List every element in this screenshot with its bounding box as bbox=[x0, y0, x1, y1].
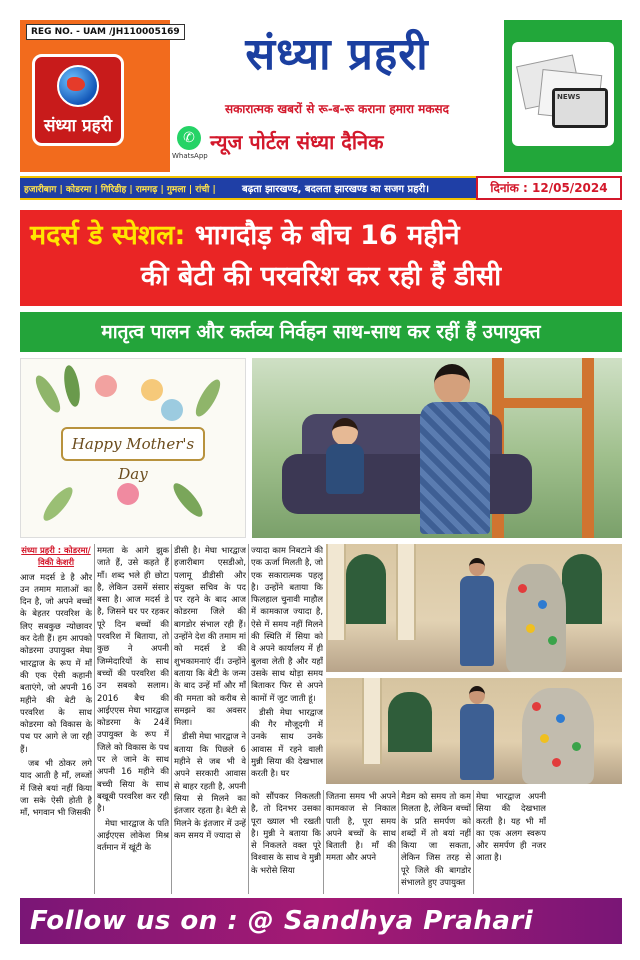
woman-body bbox=[420, 402, 490, 534]
motto: बढ़ता झारखण्ड, बदलता झारखण्ड का सजग प्रहरी। bbox=[242, 184, 429, 195]
article-paragraph: ममता के आगे झुक जाते हैं, उसे कहते हैं माँ। शब्द भले ही छोटा है, लेकिन उसमें संसार बसा है। आज मदर्स डे है, जिसने घर पर रहकर पूरे दिन बच्चों की परवरिश में बिताया, तो कुछ ने अपनी जिम्मेदारियों के साथ बच्चों की परवरिश की उन सबको सलाम। 2016 बैच की आईएएस मेघा भारद्वाज कोडरमा के 24वें उपायुक्त के रूप में जिले को विकास के पथ पर ले जाने के साथ अपनी 16 महीने की बच्ची सिया के साथ बखूबी परवरिश कर रही है। bbox=[97, 545, 169, 814]
headline-kicker: मदर्स डे स्पेशल: bbox=[30, 220, 186, 251]
leaf-shape bbox=[191, 376, 224, 419]
article-column-7: मैडम को समय तो कम मिलता है, लेकिन बच्चों के प्रति समर्पण को शब्दों में तो बयां नहीं किया जा सकता, लेकिन जिस तरह से पूरे जिले की बागडोर संभालते हुए उपायुक्त bbox=[401, 791, 471, 888]
arch-shape bbox=[346, 554, 386, 624]
photo-dc-with-daughter-on-swing bbox=[252, 358, 622, 538]
mothers-day-graphic bbox=[20, 358, 246, 538]
dot-shape bbox=[548, 636, 557, 645]
child-figure bbox=[322, 418, 368, 498]
photo-dc-with-daughter-decorated-tree bbox=[326, 678, 622, 784]
whatsapp-icon: ✆ bbox=[177, 126, 201, 150]
city-list: हजारीबाग | कोडरमा | गिरिडीह | रामगढ़ | गुमला | रांची | bbox=[24, 185, 216, 195]
dot-shape bbox=[532, 702, 541, 711]
mothers-day-text: Happy Mother's Day bbox=[61, 427, 205, 461]
column-divider bbox=[248, 544, 249, 894]
dot-shape bbox=[540, 734, 549, 743]
dot-shape bbox=[552, 758, 561, 767]
newspaper-illustration bbox=[512, 42, 614, 146]
article-paragraph: ज्यादा काम निबटाने की एक ऊर्जा मिलती है, जो एक सकारात्मक पहलू है। उन्होंने बताया कि फिलहाल चुनावी माहौल में कामकाज ज्यादा है, ऐसे में समय नहीं मिलने की स्थिति में सिया को वे अपने कार्यालय में ही बुलवा लेती है और यहाँ उसके साथ थोड़ा समय बिताकर फिर से अपने कामों में जुट जाती हूं। bbox=[251, 545, 323, 703]
swing-post bbox=[582, 358, 594, 538]
woman-body bbox=[460, 576, 494, 666]
article-paragraph: मेघा भारद्वाज के पति आईएएस लोकेश मिश्र वर्तमान में खूंटी के bbox=[97, 817, 169, 853]
tree-trunk bbox=[506, 564, 566, 672]
logo bbox=[32, 54, 124, 146]
leaf-shape bbox=[39, 483, 77, 524]
sub-headline: मातृत्व पालन और कर्तव्य निर्वहन साथ-साथ कर रहीं हैं उपायुक्त bbox=[20, 312, 622, 352]
article-column-5: को सौंपकर निकलती है, तो दिनभर उसका पूरा ख्याल भी रखती है। मुन्नी ने बताया कि से निकलते वक्त पूरे विश्वास के साथ वे मुन्नी के भरोसे सिया bbox=[251, 791, 321, 875]
pillar-shape bbox=[396, 544, 416, 640]
article-paragraph: जब भी ठोकर लगे याद आती है माँ, लब्जों में जिसे बयां नहीं किया जा सके ऐसी होती है माँ, भगवान भी जिसकी bbox=[20, 758, 92, 818]
newspaper-title: संध्या प्रहरी bbox=[245, 29, 429, 80]
article-paragraph: डीसी है। मेघा भारद्वाज हजारीबाग एसडीओ, पलामू डीडीसी और संयुक्त सचिव के पद पर रहने के बाद आज कोडरमा जिले की बागडोर संभाल रही हैं। उन्होंने देश की तमाम मां को मदर्स डे की शुभकामनाएं दीं। उन्होंने बताया कि बेटी के जन्म के बाद उन्हें माँ और माँ की ममता को करीब से समझने का अवसर मिला। bbox=[174, 545, 246, 728]
masthead bbox=[20, 20, 622, 172]
article-paragraph: डीसी मेघा भारद्वाज की गैर मौजूदगी में उनके साथ उनके आवास में रहने वाली मुन्नी सिया की देखभाल करती है। घर bbox=[251, 706, 323, 779]
whatsapp-badge bbox=[172, 126, 206, 166]
flower-shape bbox=[141, 379, 163, 401]
social-footer-banner: Follow us on : @ Sandhya Prahari bbox=[20, 898, 622, 944]
woman-figure bbox=[460, 558, 494, 666]
arch-shape bbox=[562, 554, 602, 624]
article-column-6: जितना समय भी अपने कामकाज से निकाल पाती है, पूरा समय अपने बच्चों के साथ बिताती है। माँ की ममता और अपने bbox=[326, 791, 396, 863]
tablet-screen-label: NEWS bbox=[555, 91, 605, 125]
pillar-shape bbox=[326, 544, 346, 640]
article-column-1 bbox=[20, 544, 92, 892]
woman-head bbox=[434, 364, 470, 404]
flower-shape bbox=[161, 399, 183, 421]
info-strip bbox=[20, 176, 622, 200]
date-box: दिनांक : 12/05/2024 bbox=[476, 176, 622, 200]
child-body bbox=[326, 444, 364, 494]
whatsapp-label: WhatsApp bbox=[172, 152, 208, 160]
article-paragraph: आज मदर्स डे है और उन तमाम माताओं का दिन है, जो अपने बच्चों के बेहतर परवरिश के लिए सबकुछ न्योछावर कर देती हैं। हम आपको कोडरमा उपायुक्त मेघा भारद्वाज के रूप में माँ की एक ऐसी कहानी बताएंगे, जो अपनी 16 महीने की बेटी के परवरिश के साथ कोडरमा को विकास के पथ पर आगे ले जा रही हैं। bbox=[20, 571, 92, 754]
dot-shape bbox=[556, 714, 565, 723]
article-column-2 bbox=[97, 544, 169, 892]
portal-label: न्यूज पोर्टल संध्या दैनिक bbox=[210, 130, 384, 154]
column-divider bbox=[398, 790, 399, 894]
byline: संध्या प्रहरी : कोडरमा/विकी केशरी bbox=[21, 545, 91, 568]
swing-bar bbox=[492, 398, 594, 408]
column-divider bbox=[323, 790, 324, 894]
leaf-shape bbox=[31, 372, 64, 415]
headline-line-1-text: भागदौड़ के बीच 16 महीने bbox=[185, 220, 460, 251]
woman-figure bbox=[416, 364, 496, 534]
dot-shape bbox=[572, 742, 581, 751]
column-divider bbox=[473, 790, 474, 894]
woman-head bbox=[469, 558, 485, 576]
woman-body bbox=[460, 704, 494, 780]
article-column-3 bbox=[174, 544, 246, 892]
dot-shape bbox=[518, 584, 527, 593]
arch-shape bbox=[388, 692, 432, 752]
dot-shape bbox=[526, 624, 535, 633]
woman-head bbox=[469, 686, 485, 704]
main-headline bbox=[20, 210, 622, 306]
headline-line-1 bbox=[30, 216, 612, 256]
tablet-icon bbox=[552, 88, 608, 128]
registration-number: REG NO. - UAM /JH110005169 bbox=[26, 24, 185, 40]
logo-text: संध्या प्रहरी bbox=[43, 116, 113, 136]
article-paragraph: डीसी मेघा भारद्वाज ने बताया कि पिछले 6 महीने से जब भी वे अपने सरकारी आवास से बाहर रहती है, अपनी सिया से मिलने का इंतजार रहता है। बेटी से मिलने के इंतजार में उन्हें कम समय में ज्यादा से bbox=[174, 731, 246, 840]
dot-shape bbox=[538, 600, 547, 609]
flower-shape bbox=[95, 375, 117, 397]
article-column-4 bbox=[251, 544, 323, 784]
leaf-shape bbox=[61, 364, 82, 408]
woman-figure bbox=[460, 686, 494, 780]
leaf-shape bbox=[169, 479, 207, 520]
tagline: सकारात्मक खबरों से रू-ब-रू कराना हमारा मकसद bbox=[224, 102, 450, 116]
headline-line-2: की बेटी की परवरिश कर रही हैं डीसी bbox=[140, 261, 502, 292]
photo-dc-holding-daughter-garden bbox=[326, 544, 622, 672]
child-head bbox=[332, 418, 358, 446]
column-divider bbox=[171, 544, 172, 894]
column-divider bbox=[94, 544, 95, 894]
article-column-8: मेघा भारद्वाज अपनी सिया की देखभाल करती है। यह भी माँ का एक अलग स्वरूप और समर्पण ही नजर आता है। bbox=[476, 791, 546, 863]
globe-icon bbox=[57, 65, 99, 107]
pillar-shape bbox=[362, 678, 382, 764]
